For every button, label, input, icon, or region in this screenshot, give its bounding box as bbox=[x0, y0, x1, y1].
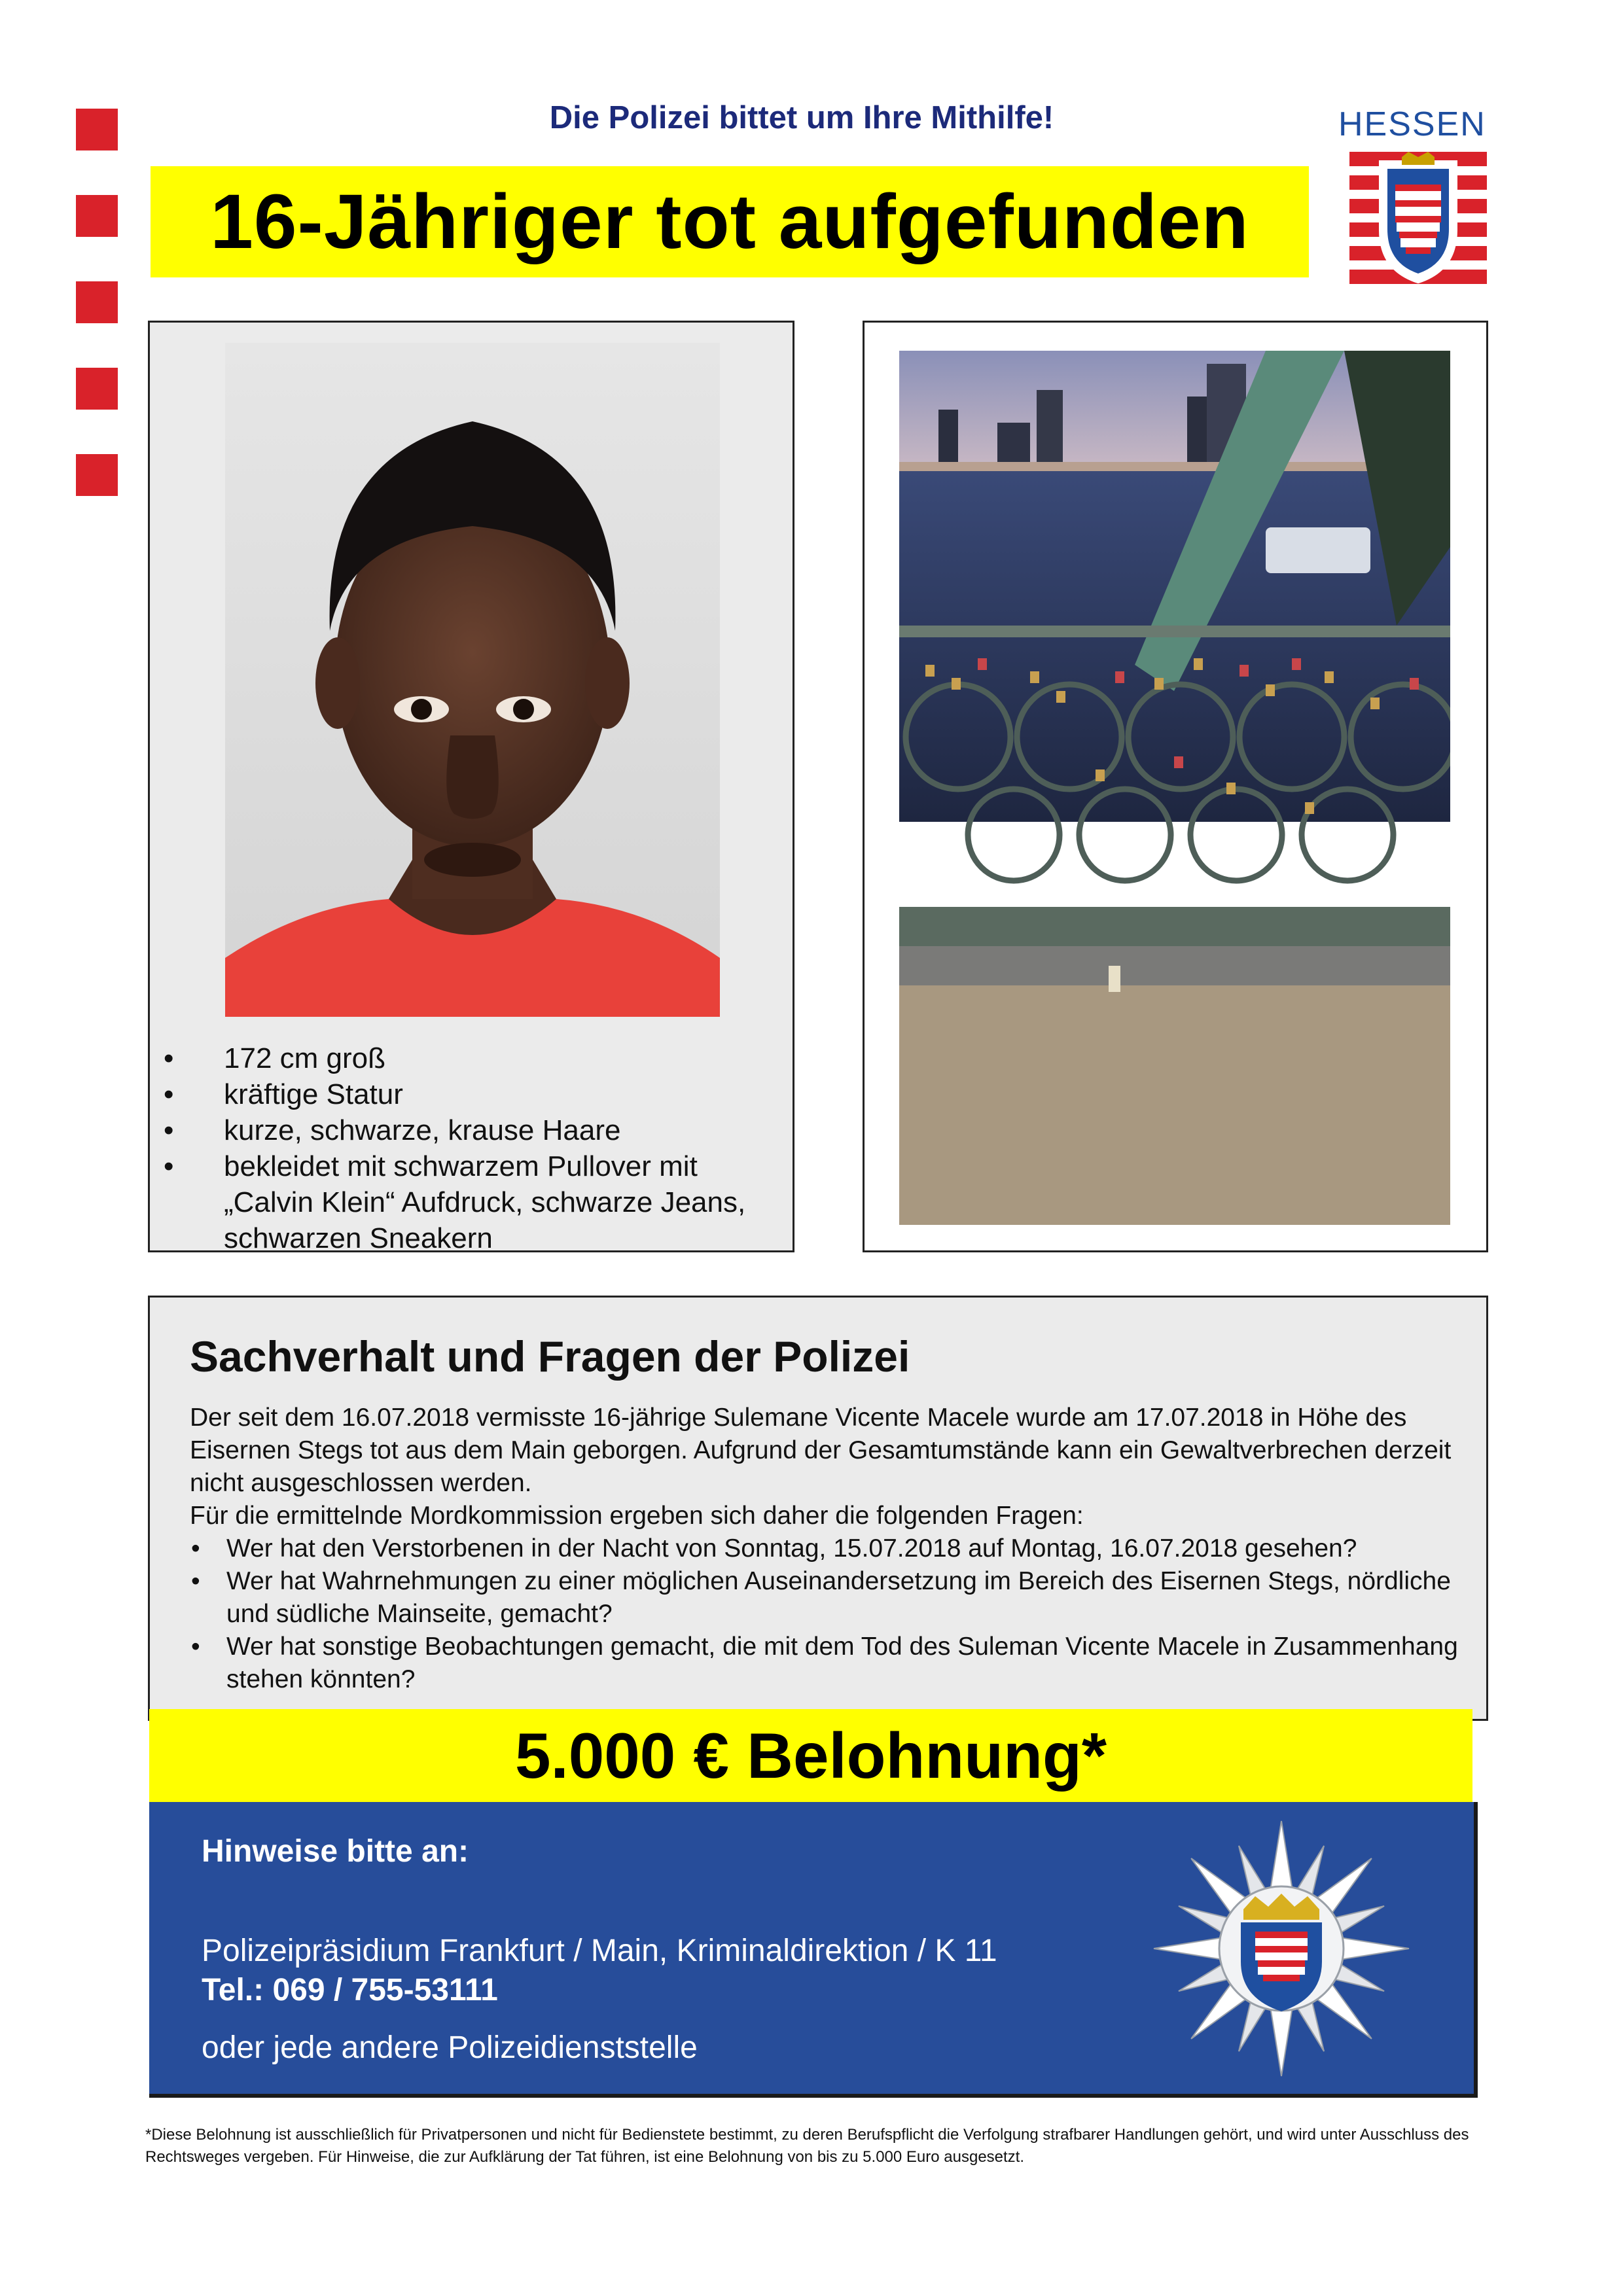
bridge-image bbox=[899, 351, 1450, 1225]
facts-paragraph: Der seit dem 16.07.2018 vermisste 16-jährige Sulemane Vicente Macele wurde am 17.07.2018 in Höhe des Eisernen Stegs tot aus dem Main geborgen. Aufgrund der Gesamtumstände kann ein Gewaltverbrechen derzeit nicht ausgeschlossen werden. bbox=[190, 1404, 1452, 1497]
reward-footnote: *Diese Belohnung ist ausschließlich für Privatpersonen und nicht für Bedienstete bestimmt, zu deren Berufspflicht die Verfolgung strafbarer Handlungen gehört, und wird unter Ausschluss des Rechtsweges vergeben. Für Hinweise, die zur Aufklärung der Tat führen, ist eine Belohnung von bis zu 5.000 Euro ausgesetzt. bbox=[145, 2126, 1469, 2166]
question-item: • Wer hat sonstige Beobachtungen gemacht, die mit dem Tod des Suleman Vicente Macele in Zusammenhang stehen könnten? bbox=[190, 1631, 1472, 1696]
decor-square-3 bbox=[76, 281, 118, 323]
contact-office: Polizeipräsidium Frankfurt / Main, Kriminaldirektion / K 11 bbox=[202, 1934, 997, 1968]
decor-square-4 bbox=[76, 368, 118, 410]
hessen-coat-of-arms-icon bbox=[1349, 152, 1487, 289]
person-description-list bbox=[161, 1040, 789, 1256]
facts-body bbox=[190, 1402, 1472, 1696]
page-subtitle: Die Polizei bittet um Ihre Mithilfe! bbox=[549, 100, 1054, 135]
question-item: • Wer hat Wahrnehmungen zu einer möglichen Auseinandersetzung im Bereich des Eisernen Stegs, nördliche und südliche Mainseite, gemacht? bbox=[190, 1565, 1472, 1631]
location-photo bbox=[899, 351, 1450, 1225]
page-title: 16-Jähriger tot aufgefunden bbox=[210, 179, 1249, 265]
reward-label: 5.000 € Belohnung* bbox=[514, 1719, 1107, 1792]
decor-square-2 bbox=[76, 195, 118, 237]
contact-phone: Tel.: 069 / 755-53111 bbox=[202, 1973, 498, 2007]
contact-heading: Hinweise bitte an: bbox=[202, 1834, 469, 1869]
question-item: • Wer hat den Verstorbenen in der Nacht von Sonntag, 15.07.2018 auf Montag, 16.07.2018 gesehen? bbox=[190, 1532, 1472, 1565]
contact-box bbox=[149, 1802, 1478, 2098]
facts-intro: Für die ermittelnde Mordkommission ergeben sich daher die folgenden Fragen: bbox=[190, 1502, 1084, 1530]
description-clothing: • bekleidet mit schwarzem Pullover mit „Calvin Klein“ Aufdruck, schwarze Jeans, schwarzen Sneakern bbox=[161, 1148, 789, 1256]
facts-heading: Sachverhalt und Fragen der Polizei bbox=[190, 1332, 910, 1381]
title-banner bbox=[151, 166, 1309, 277]
hessen-label: HESSEN bbox=[1338, 105, 1486, 143]
contact-alternative: oder jede andere Polizeidienststelle bbox=[202, 2030, 698, 2065]
description-height: • 172 cm groß bbox=[161, 1040, 789, 1076]
decor-square-5 bbox=[76, 454, 118, 496]
police-star-icon bbox=[1144, 1818, 1419, 2079]
reward-banner bbox=[149, 1709, 1472, 1802]
description-hair: • kurze, schwarze, krause Haare bbox=[161, 1112, 789, 1148]
portrait-image bbox=[225, 343, 720, 1017]
decor-square-1 bbox=[76, 109, 118, 150]
person-photo bbox=[225, 343, 720, 1017]
description-build: • kräftige Statur bbox=[161, 1076, 789, 1112]
